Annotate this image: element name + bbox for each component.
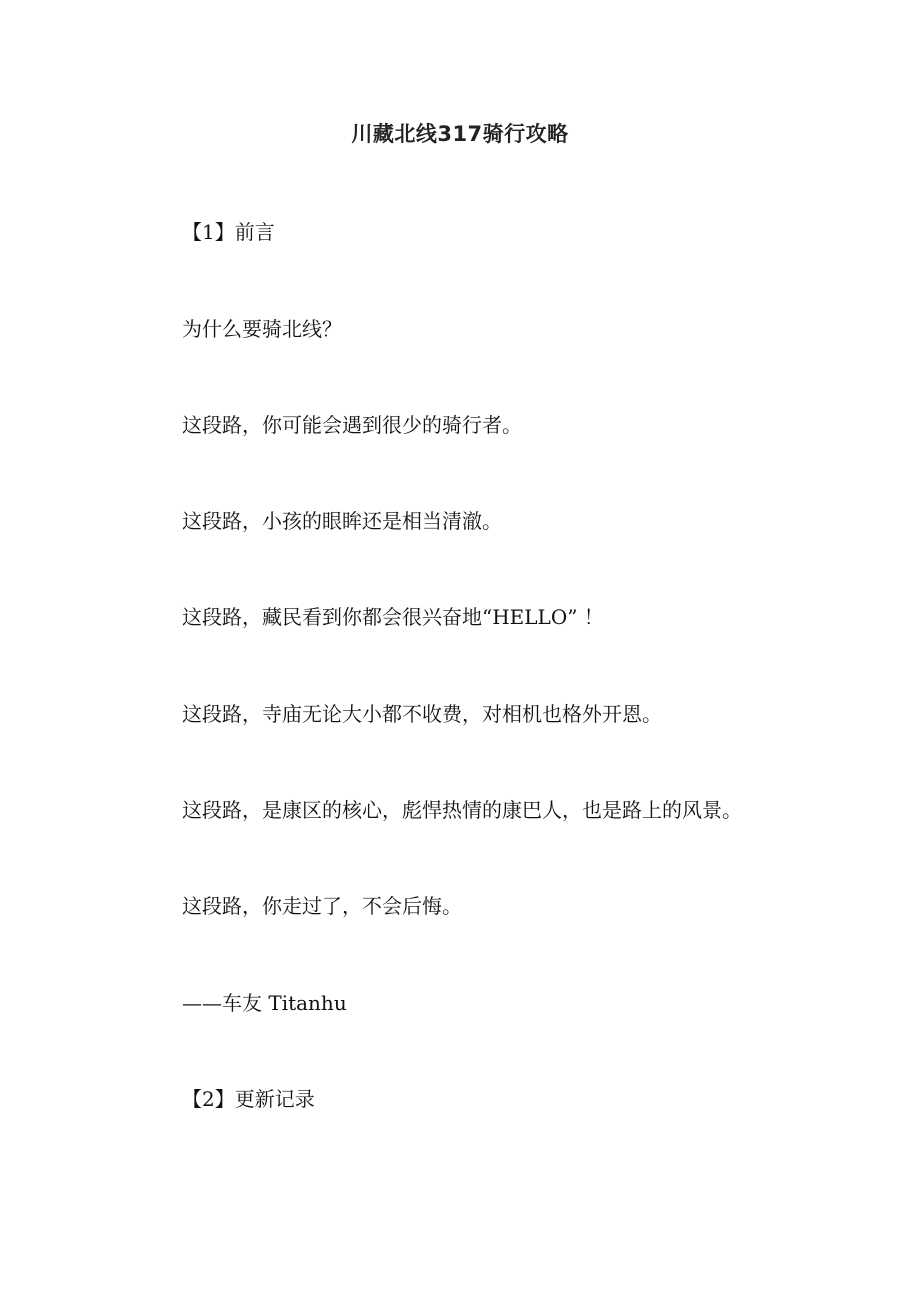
section-heading-preface: 【1】前言 xyxy=(182,220,275,244)
section-heading-changelog: 【2】更新记录 xyxy=(182,1087,315,1111)
paragraph-line-1: 这段路，你可能会遇到很少的骑行者。 xyxy=(182,413,522,437)
paragraph-line-5: 这段路，是康区的核心，彪悍热情的康巴人，也是路上的风景。 xyxy=(182,798,742,822)
paragraph-attribution: ——车友 Titanhu xyxy=(182,991,347,1015)
paragraph-line-3: 这段路，藏民看到你都会很兴奋地“HELLO” ！ xyxy=(182,605,604,629)
paragraph-question: 为什么要骑北线？ xyxy=(182,317,342,341)
paragraph-line-4: 这段路，寺庙无论大小都不收费，对相机也格外开恩。 xyxy=(182,702,662,726)
paragraph-line-2: 这段路，小孩的眼眸还是相当清澈。 xyxy=(182,509,502,533)
document-title: 川藏北线317骑行攻略 xyxy=(351,122,569,146)
paragraph-line-6: 这段路，你走过了，不会后悔。 xyxy=(182,894,462,918)
